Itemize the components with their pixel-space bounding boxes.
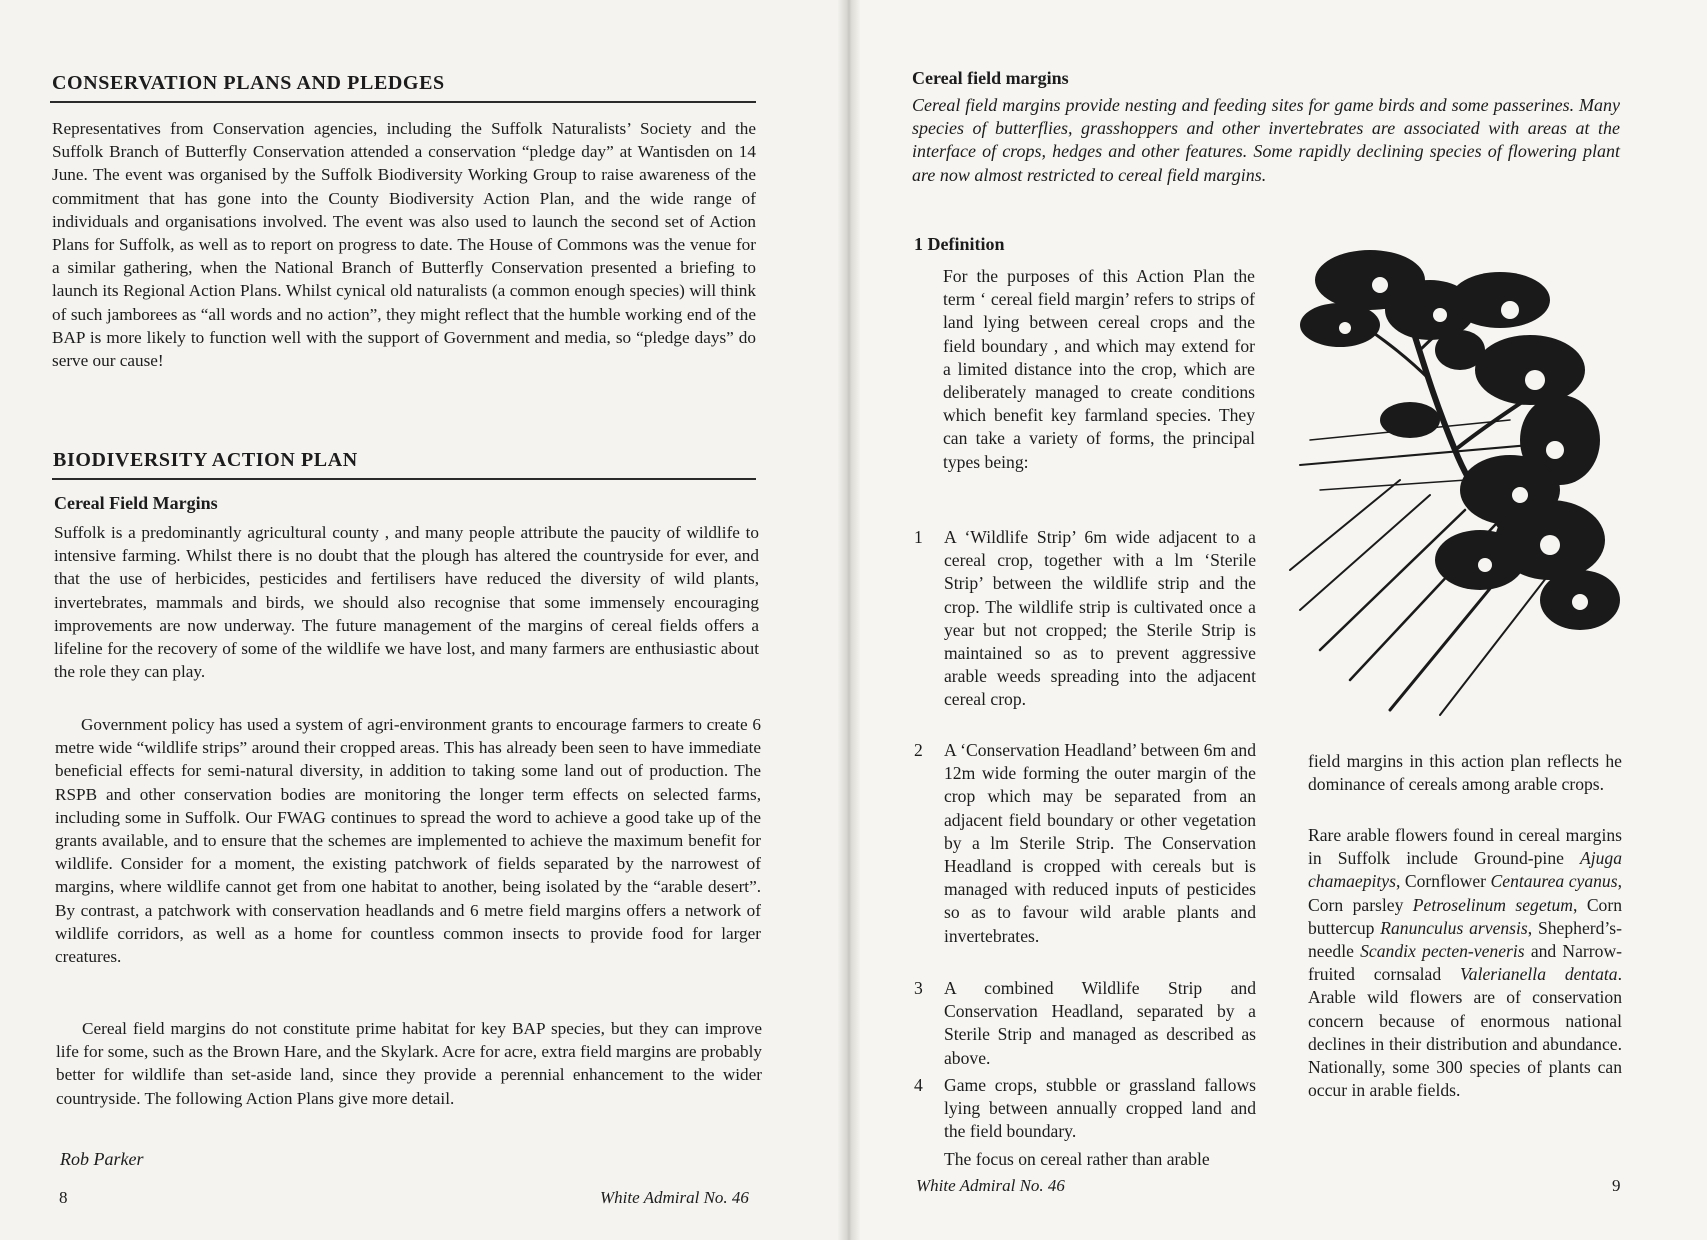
author-signature: Rob Parker: [60, 1149, 144, 1169]
section-title-biodiversity: BIODIVERSITY ACTION PLAN: [53, 449, 358, 471]
list-item-text: Game crops, stubble or grassland fallows lying between annually cropped land and the field boundary.: [944, 1075, 1256, 1142]
article-intro: Cereal field margins provide nesting and feeding sites for game birds and some passerines. Many species of butterflies, grasshoppers and other invertebrates are associated with areas at the interface of crops, hedges and other features. Some rapidly declining species of flowering plant are now almost restricted to cereal field margins.: [912, 95, 1620, 185]
section-rule: [52, 478, 756, 480]
list-item-text: A ‘Wildlife Strip’ 6m wide adjacent to a cereal crop, together with a lm ‘Sterile Strip’ between the wildlife strip and the crop. The wildlife strip is cultivated once a year but not cropped; the Sterile Strip is maintained so as to prevent aggressive arable weeds spreading into the adjacent cereal crop.: [944, 527, 1256, 710]
rare-flowers-text: . Arable wild flowers are of conservation concern because of enormous national declines in their distribution and abundance. Nationally, some 300 species of plants can occur in arable fields.: [1308, 964, 1622, 1101]
rare-flowers-text: Rare arable flowers found in cereal margins in Suffolk include Ground-pine: [1308, 825, 1622, 869]
footer-title-left: White Admiral No. 46: [600, 1188, 749, 1207]
species-name: Petroselinum segetum: [1412, 894, 1574, 915]
species-name: Scandix pecten-veneris: [1360, 941, 1525, 962]
list-item-number: 2: [914, 740, 923, 760]
section-rule: [50, 101, 756, 103]
list-item: [914, 739, 1256, 948]
species-name: Ajuga chamaepitys: [1308, 848, 1622, 892]
rare-flowers-text: , Corn buttercup: [1308, 894, 1622, 938]
rare-flowers-paragraph: [1308, 824, 1622, 1102]
rare-flowers-text: , Shepherd’s-needle: [1308, 917, 1623, 962]
subhead-cereal-field-margins: Cereal Field Margins: [54, 493, 218, 513]
right-column-text-1: field margins in this action plan reflects he dominance of cereals among arable crops.: [1308, 751, 1622, 795]
bap-paragraph-2: Government policy has used a system of agri-environment grants to encourage farmers to create 6 metre wide “wildlife strips” around their cropped areas. This has already been seen to have immediate beneficial effects for semi-natural diversity, in addition to taking some land out of production. The RSPB and other conservation bodies are monitoring the longer term effects on selected farms, including some in Suffolk. Our FWAG continues to spread the word to achieve a good take up of the grants available, and to ensure that the schemes are implemented to achieve the maximum benefit for wildlife. Consider for a moment, the existing patchwork of fields separated by the narrowest of margins, where wildlife cannot get from one habitat to another, being isolated by the “arable desert”. By contrast, a patchwork with conservation headlands and 6 metre field margins offers a network of wildlife corridors, as well as a home for countless common insects to provide food for larger creatures.: [55, 715, 761, 967]
footer-title-right: White Admiral No. 46: [916, 1176, 1065, 1195]
species-name: Valerianella dentata: [1459, 964, 1618, 985]
list-item: [914, 526, 1256, 712]
conservation-paragraph: Representatives from Conservation agencies, including the Suffolk Naturalists’ Society and the Suffolk Branch of Butterfly Conservation attended a conservation “pledge day” at Wantisden on 14 June. The event was organised by the Suffolk Biodiversity Working Group to raise awareness of the commitment that has gone into the County Biodiversity Action Plan, and the wide range of individuals and organisations involved. The event was also used to launch the second set of Action Plans for Suffolk, as well as to report on progress to date. The House of Commons was the venue for a similar gathering, when the National Branch of Butterfly Conservation presented a briefing to launch its Regional Action Plans. Whilst cynical old naturalists (a common enough species) will think of such jamborees as “all words and no action”, they might reflect that the humble working end of the BAP is more likely to function well with the support of Government and media, so “pledge days” do serve our cause!: [52, 119, 756, 371]
definition-heading: 1 Definition: [914, 234, 1005, 254]
list-item-number: 1: [914, 527, 923, 547]
list-item-text: A ‘Conservation Headland’ between 6m and 12m wide forming the outer margin of the crop which may be separated from an adjacent field boundary or other vegetation by a lm Sterile Strip. The Conservation Headland is cropped with cereals but is managed with reduced inputs of pesticides so as to favour wild arable plants and invertebrates.: [944, 740, 1256, 946]
rare-flowers-text: , Cornflower: [1395, 871, 1491, 892]
list-item: [914, 977, 1256, 1070]
rare-flowers-text: , Corn parsley: [1308, 871, 1622, 915]
section-title-conservation: CONSERVATION PLANS AND PLEDGES: [52, 72, 445, 94]
list-item-number: 4: [914, 1075, 923, 1095]
page-number-left: 8: [59, 1188, 68, 1207]
species-name: Ranunculus arvensis: [1380, 917, 1528, 938]
focus-text: The focus on cereal rather than arable: [944, 1149, 1210, 1169]
bap-paragraph-1: Suffolk is a predominantly agricultural county , and many people attribute the paucity of wildlife to intensive farming. Whilst there is no doubt that the plough has altered the countryside for ever, and that the use of herbicides, pesticides and fertilisers have reduced the diversity of wild plants, invertebrates, mammals and birds, we should also recognise that some immensely encouraging improvements are now underway. The future management of the margins of cereal fields offers a lifeline for the recovery of some of the wildlife we have lost, and many farmers are enthusiastic about the role they can play.: [54, 523, 759, 682]
list-item-text: A combined Wildlife Strip and Conservation Headland, separated by a Sterile Strip and managed as described as above.: [944, 978, 1256, 1068]
list-item-number: 3: [914, 978, 923, 998]
definition-text: For the purposes of this Action Plan the term ‘ cereal field margin’ refers to strips of land lying between cereal crops and the field boundary , and which may extend for a limited distance into the crop, which are deliberately managed to create conditions which benefit key farmland species. They can take a variety of forms, the principal types being:: [943, 266, 1255, 472]
article-title: Cereal field margins: [912, 68, 1069, 88]
bap-paragraph-3: Cereal field margins do not constitute prime habitat for key BAP species, but they can improve life for some, such as the Brown Hare, and the Skylark. Acre for acre, extra field margins are probably better for wildlife than set-aside land, since they provide a perennial enhancement to the wider countryside. The following Action Plans give more detail.: [56, 1019, 762, 1108]
book-spine: [838, 0, 860, 1240]
list-item: [914, 1074, 1256, 1144]
rare-flowers-text: and Narrow-fruited cornsalad: [1308, 941, 1623, 985]
page-number-right: 9: [1612, 1176, 1621, 1195]
tree-field-illustration: [1280, 240, 1630, 720]
species-name: Centaurea cyanus: [1490, 871, 1618, 892]
